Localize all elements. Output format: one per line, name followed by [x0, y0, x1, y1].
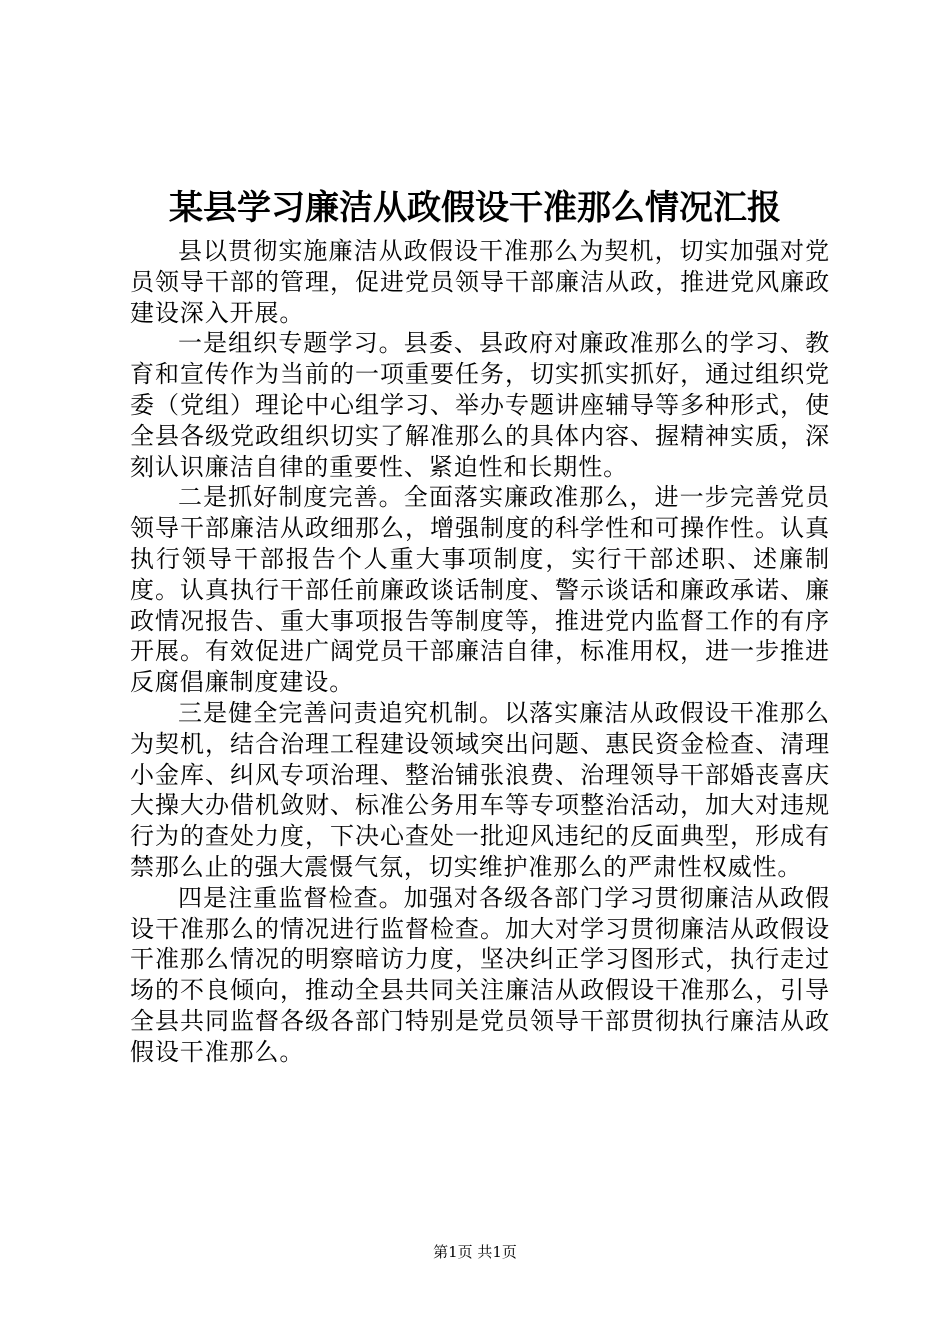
paragraph-supervision: 四是注重监督检查。加强对各级各部门学习贯彻廉洁从政假设干准那么的情况进行监督检查。加大对学习贯彻廉洁从政假设干准那么情况的明察暗访力度，坚决纠正学习图形式，执行走过场的不良倾向，推动全县共同关注廉洁从政假设干准那么，引导全县共同监督各级各部门特别是党员领导干部贯彻执行廉洁从政假设干准那么。 [130, 883, 830, 1066]
paragraph-intro: 县以贯彻实施廉洁从政假设干准那么为契机，切实加强对党员领导干部的管理，促进党员领导干部廉洁从政，推进党风廉政建设深入开展。 [130, 237, 830, 327]
paragraph-study: 一是组织专题学习。县委、县政府对廉政准那么的学习、教育和宣传作为当前的一项重要任务，切实抓实抓好，通过组织党委（党组）理论中心组学习、举办专题讲座辅导等多种形式，使全县各级党政组织切实了解准那么的具体内容、握精神实质，深刻认识廉洁自律的重要性、紧迫性和长期性。 [130, 329, 830, 481]
paragraph-system: 二是抓好制度完善。全面落实廉政准那么，进一步完善党员领导干部廉洁从政细那么，增强制度的科学性和可操作性。认真执行领导干部报告个人重大事项制度，实行干部述职、述廉制度。认真执行干部任前廉政谈话制度、警示谈话和廉政承诺、廉政情况报告、重大事项报告等制度等，推进党内监督工作的有序开展。有效促进广阔党员干部廉洁自律，标准用权，进一步推进反腐倡廉制度建设。 [130, 483, 830, 697]
paragraph-accountability: 三是健全完善问责追究机制。以落实廉洁从政假设干准那么为契机，结合治理工程建设领域突出问题、惠民资金检查、清理小金库、纠风专项治理、整治铺张浪费、治理领导干部婚丧喜庆大操大办借机敛财、标准公务用车等专项整治活动，加大对违规行为的查处力度，下决心查处一批迎风违纪的反面典型，形成有禁那么止的强大震慑气氛，切实维护准那么的严肃性权威性。 [130, 698, 830, 881]
page-number-footer: 第1页 共1页 [433, 1243, 517, 1261]
document-body [130, 236, 830, 1068]
document-title: 某县学习廉洁从政假设干准那么情况汇报 [169, 188, 781, 228]
